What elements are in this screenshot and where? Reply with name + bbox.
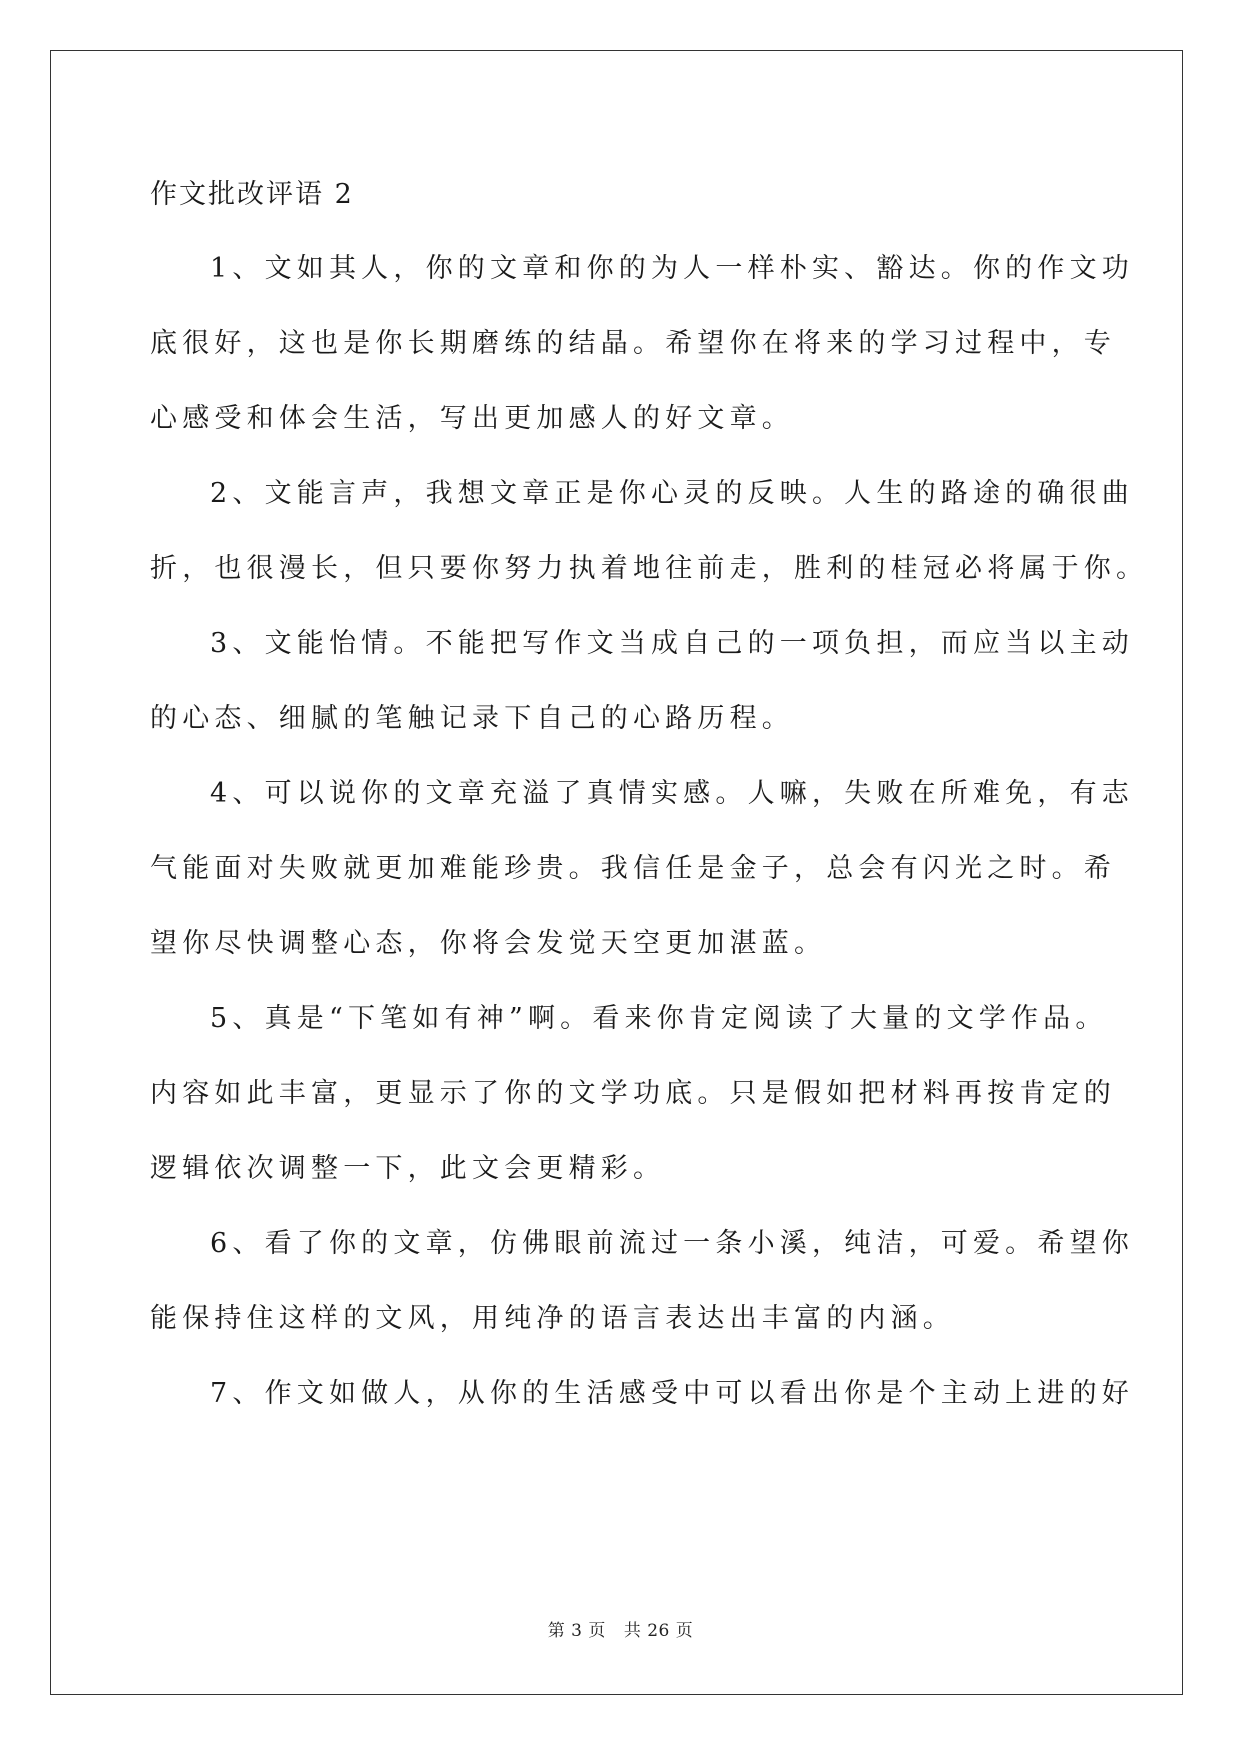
paragraph-line: 望你尽快调整心态，你将会发觉天空更加湛蓝。 [150, 928, 827, 959]
paragraph-5 [150, 988, 1116, 1200]
paragraph-line: 6、看了你的文章，仿佛眼前流过一条小溪，纯洁，可爱。希望你 [210, 1228, 1134, 1259]
page-number: 第 3 页 [547, 1621, 606, 1641]
paragraph-4 [150, 763, 1134, 975]
page-total: 共 26 页 [623, 1621, 694, 1641]
paragraph-line: 能保持住这样的文风，用纯净的语言表达出丰富的内涵。 [150, 1303, 955, 1334]
paragraph-3 [150, 613, 1134, 750]
page-footer [0, 1616, 1241, 1641]
paragraph-line: 的心态、细腻的笔触记录下自己的心路历程。 [150, 703, 794, 734]
document-title: 作文批改评语 2 [150, 179, 354, 210]
paragraph-line: 折，也很漫长，但只要你努力执着地往前走，胜利的桂冠必将属于你。 [150, 553, 1149, 584]
paragraph-7 [150, 1363, 1134, 1425]
paragraph-2 [150, 463, 1149, 600]
paragraph-line: 心感受和体会生活，写出更加感人的好文章。 [150, 403, 794, 434]
paragraph-1 [150, 238, 1134, 450]
paragraph-line: 4、可以说你的文章充溢了真情实感。人嘛，失败在所难免，有志 [210, 778, 1134, 809]
paragraph-line: 内容如此丰富，更显示了你的文学功底。只是假如把材料再按肯定的 [150, 1078, 1116, 1109]
paragraph-6 [150, 1213, 1134, 1350]
document-body [150, 160, 1149, 1425]
paragraph-line: 逻辑依次调整一下，此文会更精彩。 [150, 1153, 666, 1184]
paragraph-line: 2、文能言声，我想文章正是你心灵的反映。人生的路途的确很曲 [210, 478, 1134, 509]
paragraph-line: 气能面对失败就更加难能珍贵。我信任是金子，总会有闪光之时。希 [150, 853, 1116, 884]
paragraph-line: 3、文能怡情。不能把写作文当成自己的一项负担，而应当以主动 [210, 628, 1134, 659]
paragraph-line: 5、真是“下笔如有神”啊。看来你肯定阅读了大量的文学作品。 [210, 1003, 1108, 1034]
paragraph-line: 7、作文如做人，从你的生活感受中可以看出你是个主动上进的好 [210, 1378, 1134, 1409]
paragraph-line: 底很好，这也是你长期磨练的结晶。希望你在将来的学习过程中，专 [150, 328, 1116, 359]
paragraph-line: 1、文如其人，你的文章和你的为人一样朴实、豁达。你的作文功 [210, 253, 1134, 284]
